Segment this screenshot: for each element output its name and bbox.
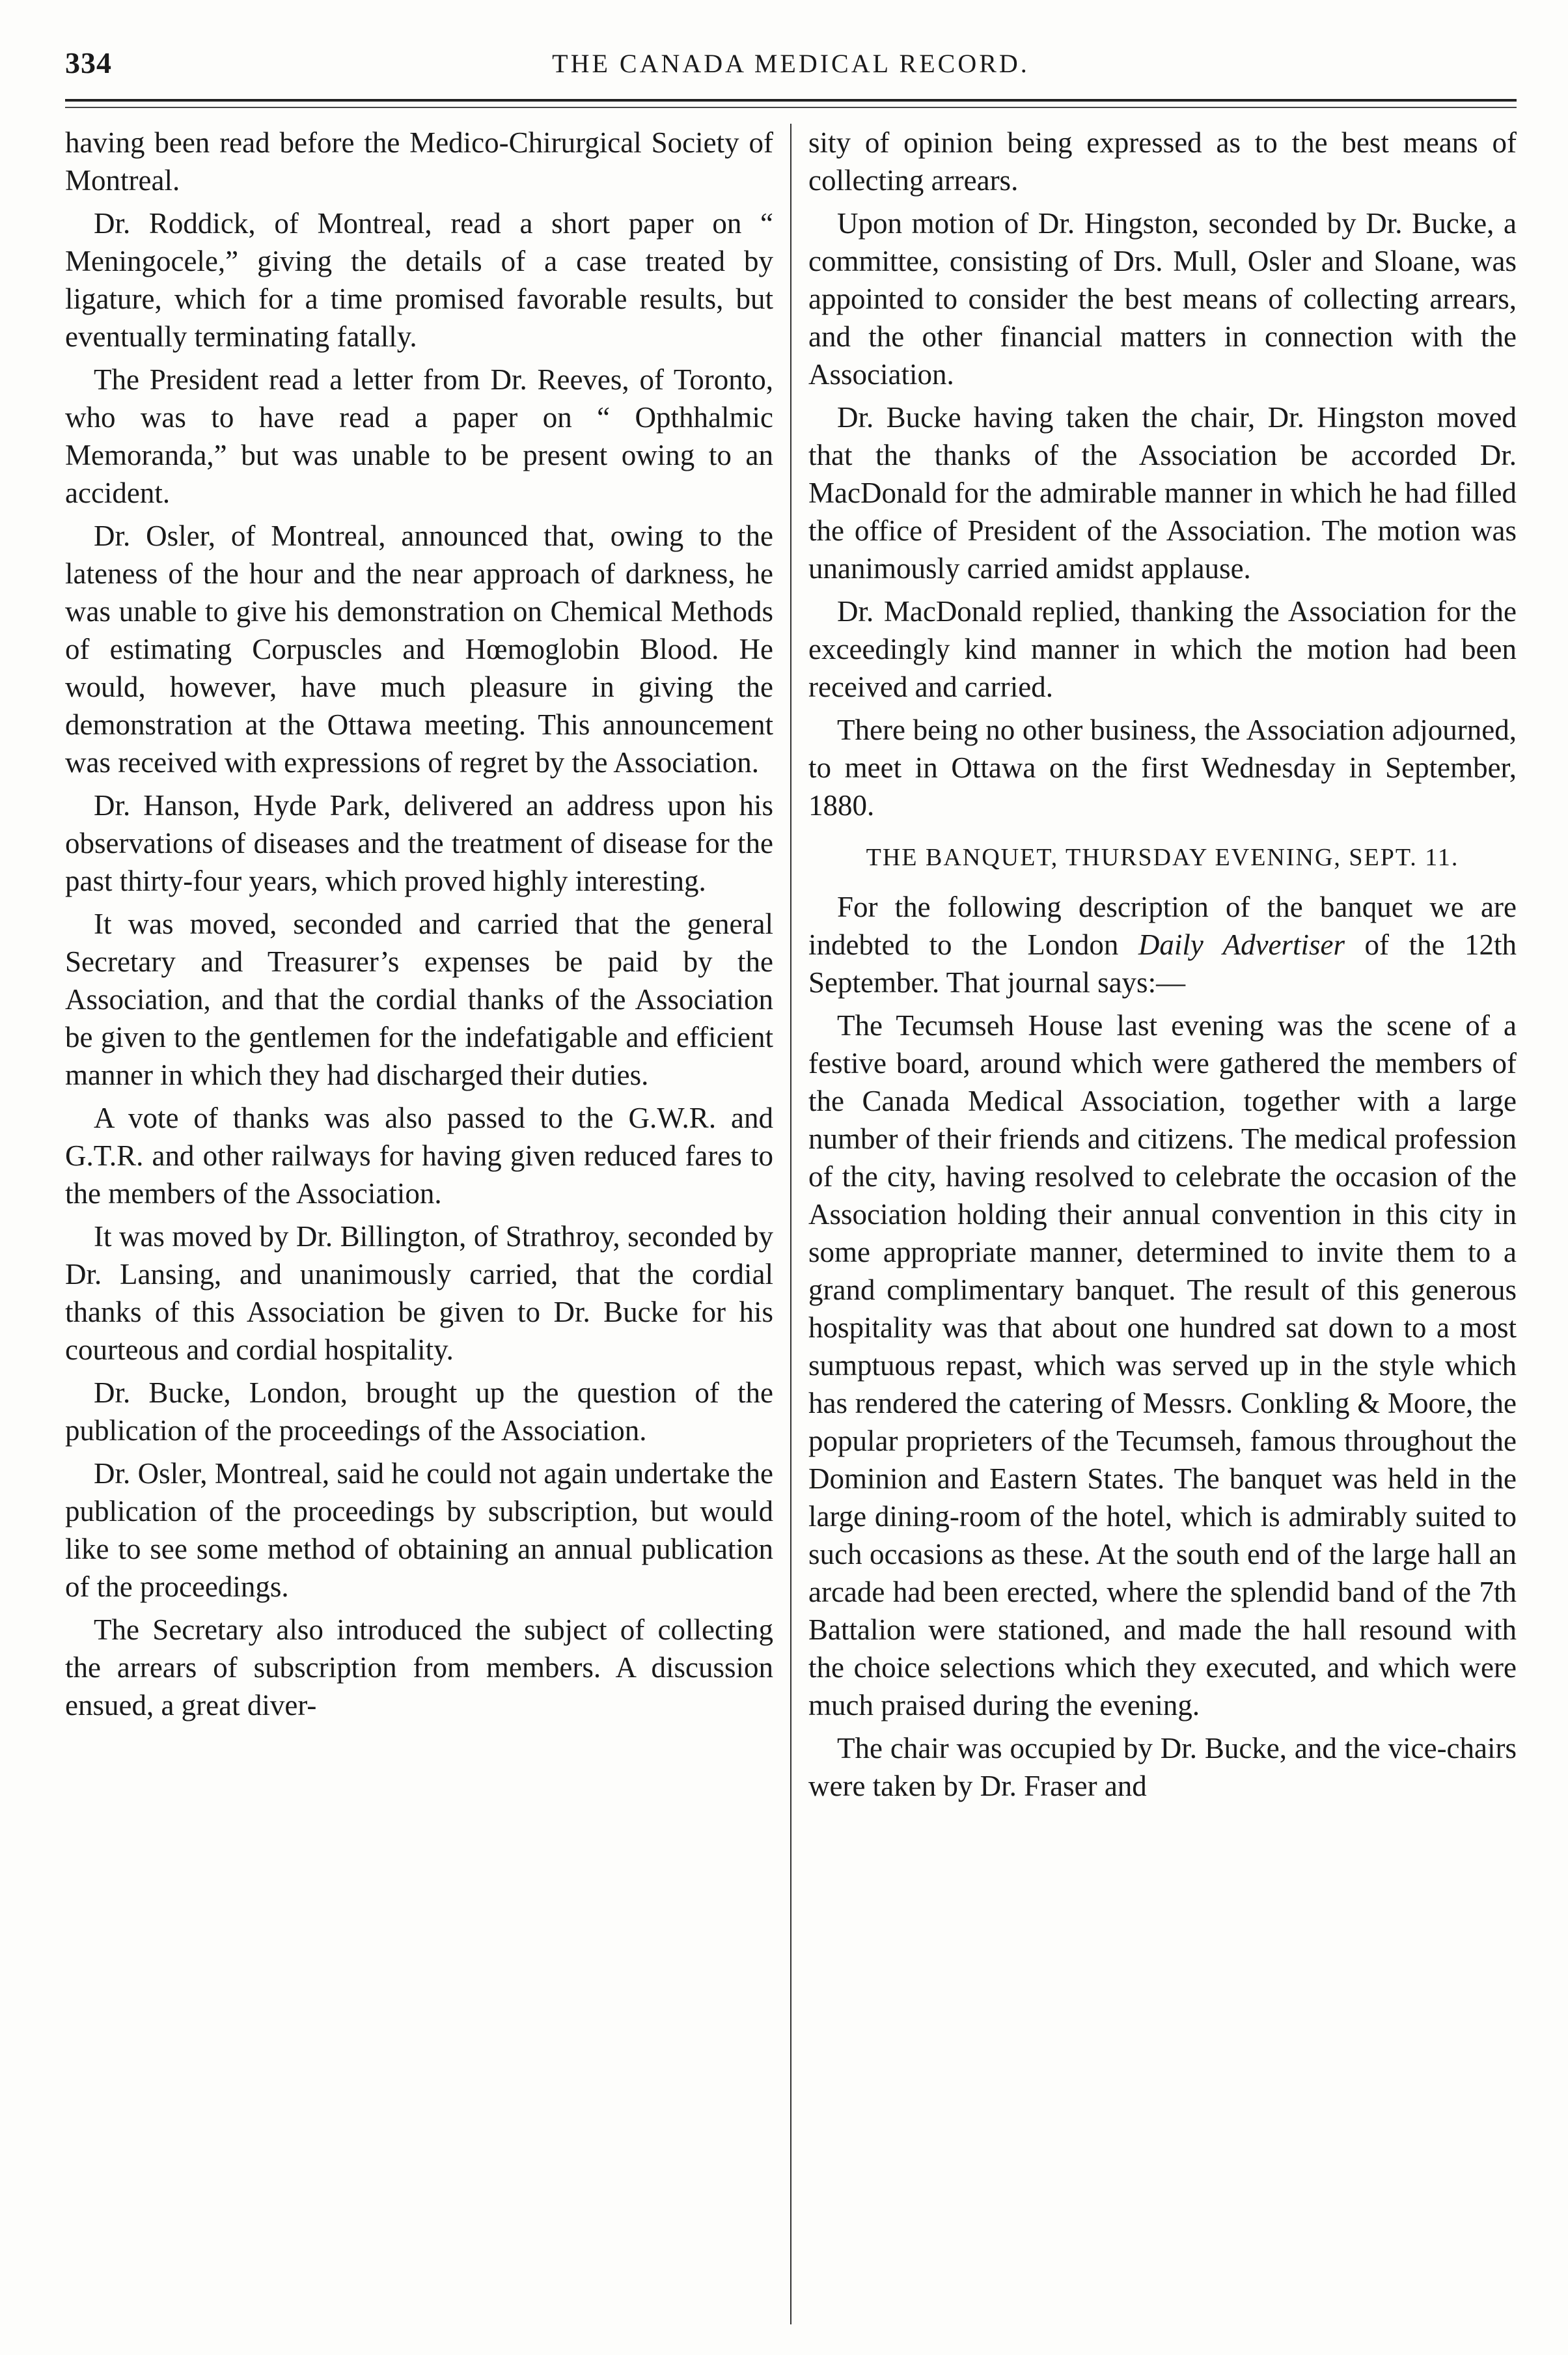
- header-rule-thick: [65, 99, 1517, 102]
- paragraph: sity of opinion being expressed as to the best means of collecting arrears.: [808, 126, 1517, 197]
- page-header: [65, 39, 1517, 91]
- newspaper-title: Daily Advertiser: [1138, 928, 1345, 961]
- left-column: [65, 124, 790, 2324]
- header-rule-thin: [65, 107, 1517, 108]
- paragraph: Dr. Bucke, London, brought up the question of the publication of the proceedings of the Association.: [65, 1376, 773, 1447]
- paragraph: Dr. Bucke having taken the chair, Dr. Hingston moved that the thanks of the Association be accorded Dr. MacDonald for the admirable manner in which he had filled the office of President of the Association. The motion was unanimously carried amidst applause.: [808, 401, 1517, 585]
- paragraph: Dr. Osler, of Montreal, announced that, owing to the lateness of the hour and the near approach of darkness, he was unable to give his demonstration on Chemical Methods of estimating Corpuscles and Hœmoglobin Blood. He would, however, have much pleasure in giving the demonstration at the Ottawa meeting. This announcement was received with expressions of regret by the Association.: [65, 520, 773, 779]
- paragraph: The President read a letter from Dr. Reeves, of Toronto, who was to have read a paper on “ Opthhalmic Memoranda,” but was unable to be present owing to an accident.: [65, 363, 773, 509]
- running-title: THE CANADA MEDICAL RECORD.: [552, 49, 1030, 78]
- section-heading: THE BANQUET, THURSDAY EVENING, SEPT. 11.: [866, 844, 1459, 871]
- paragraph: The Secretary also introduced the subject of collecting the arrears of subscription from members. A discussion ensued, a great diver-: [65, 1613, 773, 1721]
- page-number: 334: [65, 46, 112, 79]
- paragraph: There being no other business, the Association adjourned, to meet in Ottawa on the first Wednesday in September, 1880.: [808, 714, 1517, 822]
- paragraph: The chair was occupied by Dr. Bucke, and the vice-chairs were taken by Dr. Fraser and: [808, 1732, 1517, 1802]
- paragraph: Upon motion of Dr. Hingston, seconded by Dr. Bucke, a committee, consisting of Drs. Mull, Osler and Sloane, was appointed to consider the best means of collecting arrears, and the other financial matters in connection with the Association.: [808, 207, 1517, 391]
- journal-page: [65, 39, 1517, 2331]
- text-columns: [65, 124, 1517, 2324]
- paragraph: Dr. Roddick, of Montreal, read a short paper on “ Meningocele,” giving the details of a case treated by ligature, which for a time promised favorable results, but eventually terminating fatally.: [65, 207, 773, 353]
- intro-text: For the following description of the banquet we are indebted to the London: [808, 891, 1517, 961]
- paragraph: Dr. Hanson, Hyde Park, delivered an address upon his observations of diseases and the treatment of disease for the past thirty-four years, which proved highly interesting.: [65, 789, 773, 897]
- paragraph: having been read before the Medico-Chirurgical Society of Montreal.: [65, 126, 773, 197]
- banquet-intro-paragraph: [808, 888, 1517, 1001]
- paragraph: It was moved by Dr. Billington, of Strathroy, seconded by Dr. Lansing, and unanimously carried, that the cordial thanks of this Association be given to Dr. Bucke for his courteous and cordial hospitality.: [65, 1220, 773, 1366]
- paragraph: Dr. MacDonald replied, thanking the Association for the exceedingly kind manner in which the motion had been received and carried.: [808, 595, 1517, 703]
- right-column: [791, 124, 1517, 2324]
- paragraph: It was moved, seconded and carried that the general Secretary and Treasurer’s expenses be paid by the Association, and that the cordial thanks of the Association be given to the gentlemen for the indefatigable and efficient manner in which they had discharged their duties.: [65, 908, 773, 1091]
- paragraph: The Tecumseh House last evening was the scene of a festive board, around which were gathered the members of the Canada Medical Association, together with a large number of their friends and citizens. The medical profession of the city, having resolved to celebrate the occasion of the Association holding their annual convention in this city in some appropriate manner, determined to invite them to a grand complimentary banquet. The result of this generous hospitality was that about one hundred sat down to a most sumptuous repast, which was served up in the style which has rendered the catering of Messrs. Conkling & Moore, the popular proprieters of the Tecumseh, famous throughout the Dominion and Eastern States. The banquet was held in the large dining-room of the hotel, which is admirably suited to such occasions as these. At the south end of the large hall an arcade had been erected, where the splendid band of the 7th Battalion were stationed, and made the hall resound with the choice selections which they executed, and which were much praised during the evening.: [808, 1009, 1517, 1721]
- paragraph: A vote of thanks was also passed to the G.W.R. and G.T.R. and other railways for having given reduced fares to the members of the Association.: [65, 1102, 773, 1210]
- paragraph: Dr. Osler, Montreal, said he could not again undertake the publication of the proceedings by subscription, but would like to see some method of obtaining an annual publication of the proceedings.: [65, 1457, 773, 1603]
- intro-text-end: of the 12th September. That journal says:—: [808, 928, 1517, 999]
